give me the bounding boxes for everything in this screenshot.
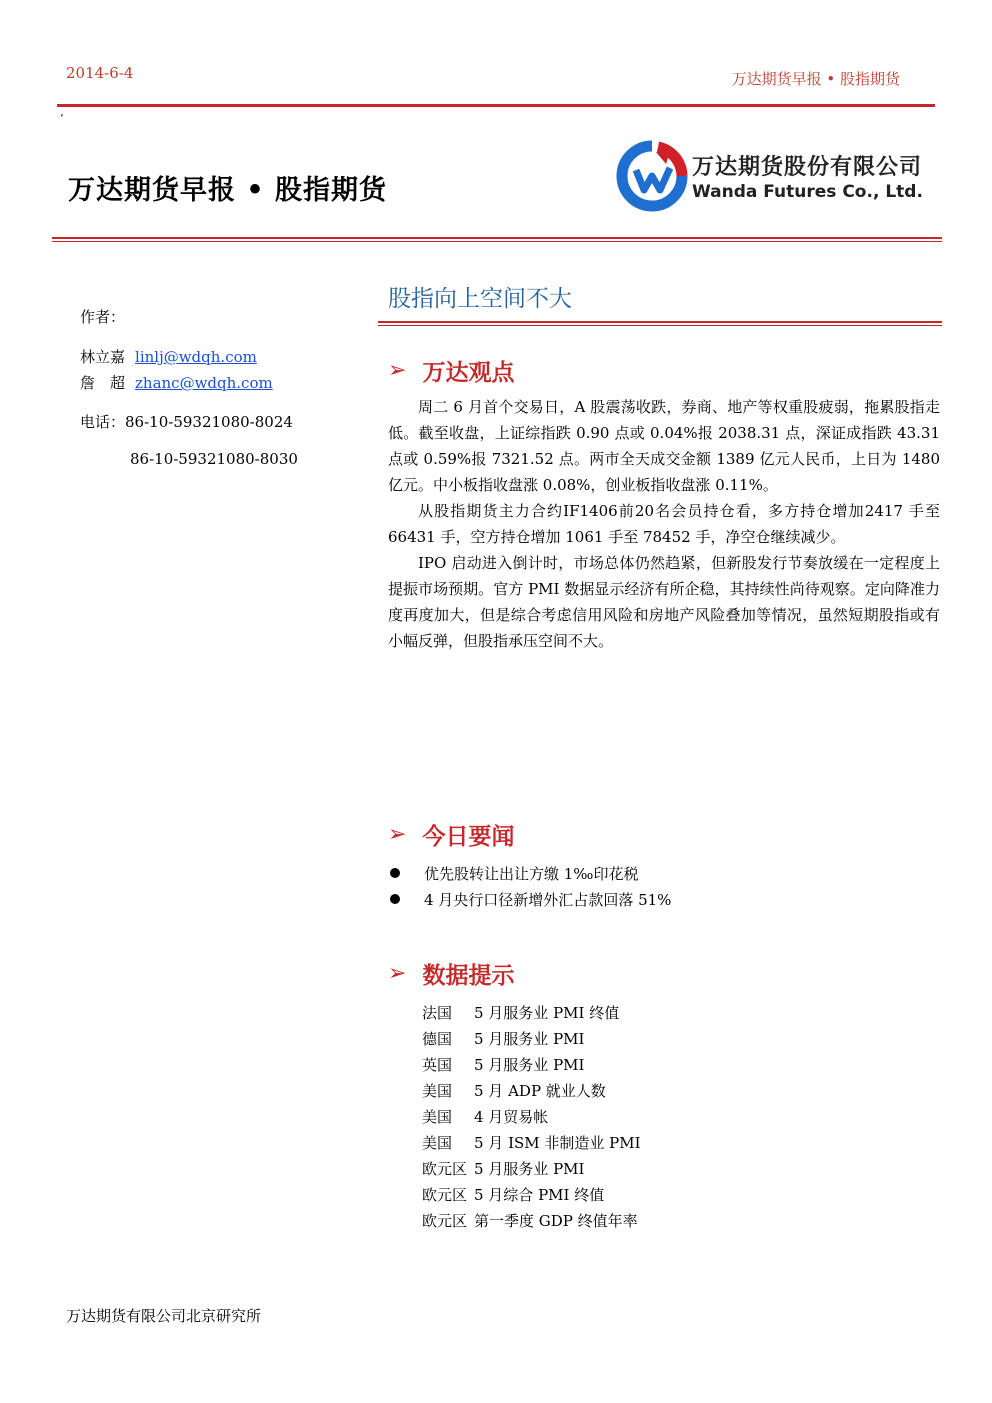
- phone-number: 86-10-59321080-8030: [130, 450, 298, 468]
- headline: 股指向上空间不大: [388, 286, 572, 312]
- news-text: 优先股转让出让方缴 1‰印花税: [424, 864, 639, 883]
- arrow-icon: ➢: [388, 358, 407, 383]
- bullet-icon: [390, 868, 400, 878]
- author-email-link[interactable]: zhanc@wdqh.com: [135, 374, 273, 392]
- author-row: [80, 372, 273, 393]
- paragraph: 周二 6 月首个交易日，A 股震荡收跌，券商、地产等权重股疲弱，拖累股指走低。截至收盘，上证综指跌 0.90 点或 0.04%报 2038.31 点，深证成指跌 43.31 点或 0.59%报 7321.52 点。两市全天成交金额 1389 亿元人民币，上日为 1480 亿元。中小板指收盘涨 0.08%，创业板指收盘涨 0.11%。: [388, 398, 940, 494]
- author-name: 詹 超: [80, 374, 126, 392]
- list-item: [422, 1052, 641, 1078]
- list-item: [422, 1104, 641, 1130]
- document-title: 万达期货早报 • 股指期货: [68, 175, 388, 206]
- region: 法国: [422, 1004, 453, 1022]
- section-heading-label: 数据提示: [422, 963, 515, 989]
- region: 美国: [422, 1082, 453, 1100]
- section-heading-news: [388, 818, 514, 851]
- list-item: [422, 1130, 641, 1156]
- title-rule-thin: [52, 241, 942, 242]
- data-item: 5 月服务业 PMI 终值: [474, 1004, 620, 1022]
- region: 欧元区: [422, 1186, 468, 1204]
- wanda-futures-logo-icon: [612, 140, 692, 212]
- view-body: [388, 394, 940, 654]
- region: 美国: [422, 1134, 453, 1152]
- data-item: 4 月贸易帐: [474, 1108, 549, 1126]
- data-item: 5 月服务业 PMI: [474, 1056, 585, 1074]
- list-item: [388, 860, 671, 886]
- region: 欧元区: [422, 1160, 468, 1178]
- section-heading-label: 万达观点: [422, 360, 515, 386]
- author-row: [80, 346, 257, 367]
- header-rule: [57, 104, 935, 107]
- data-item: 5 月服务业 PMI: [474, 1030, 585, 1048]
- running-title: 万达期货早报 • 股指期货: [731, 70, 900, 88]
- report-date: 2014-6-4: [66, 64, 134, 82]
- arrow-icon: ➢: [388, 961, 407, 986]
- company-name-cn: 万达期货股份有限公司: [692, 155, 923, 180]
- data-list: [422, 1000, 641, 1234]
- section-heading-view: [388, 354, 514, 387]
- region: 英国: [422, 1056, 453, 1074]
- paragraph: 从股指期货主力合约IF1406前20名会员持仓看，多方持仓增加2417 手至 66431 手，空方持仓增加 1061 手至 78452 手，净空仓继续减少。: [388, 502, 940, 546]
- author-label: 作者：: [80, 308, 126, 326]
- section-heading-data: [388, 957, 514, 990]
- list-item: [422, 1026, 641, 1052]
- phone-row: [80, 411, 293, 432]
- author-email-link[interactable]: linlj@wdqh.com: [135, 348, 257, 366]
- list-item: [422, 1078, 641, 1104]
- phone-label: 电话：: [80, 413, 126, 431]
- footer-text: 万达期货有限公司北京研究所: [66, 1307, 262, 1325]
- data-item: 5 月 ADP 就业人数: [474, 1082, 606, 1100]
- data-item: 第一季度 GDP 终值年率: [474, 1212, 638, 1230]
- region: 欧元区: [422, 1212, 468, 1230]
- news-text: 4 月央行口径新增外汇占款回落 51%: [424, 890, 672, 909]
- company-name-en: Wanda Futures Co., Ltd.: [692, 182, 923, 202]
- author-name: 林立嘉: [80, 348, 126, 366]
- headline-rule-thin: [378, 325, 942, 326]
- region: 德国: [422, 1030, 453, 1048]
- news-list: [388, 860, 671, 912]
- section-heading-label: 今日要闻: [422, 824, 515, 850]
- region: 美国: [422, 1108, 453, 1126]
- data-item: 5 月 ISM 非制造业 PMI: [474, 1134, 641, 1152]
- data-item: 5 月综合 PMI 终值: [474, 1186, 605, 1204]
- tick-mark: ‘: [60, 112, 64, 125]
- list-item: [422, 1208, 641, 1234]
- list-item: [388, 886, 671, 912]
- paragraph: IPO 启动进入倒计时，市场总体仍然趋紧，但新股发行节奏放缓在一定程度上提振市场预期。官方 PMI 数据显示经济有所企稳，其持续性尚待观察。定向降准力度再度加大，但是综合考虑信用风险和房地产风险叠加等情况，虽然短期股指或有小幅反弹，但股指承压空间不大。: [388, 554, 940, 650]
- list-item: [422, 1182, 641, 1208]
- list-item: [422, 1156, 641, 1182]
- arrow-icon: ➢: [388, 822, 407, 847]
- phone-number: 86-10-59321080-8024: [125, 413, 293, 431]
- bullet-icon: [390, 894, 400, 904]
- title-rule: [52, 237, 942, 239]
- headline-rule: [378, 321, 942, 323]
- list-item: [422, 1000, 641, 1026]
- data-item: 5 月服务业 PMI: [474, 1160, 585, 1178]
